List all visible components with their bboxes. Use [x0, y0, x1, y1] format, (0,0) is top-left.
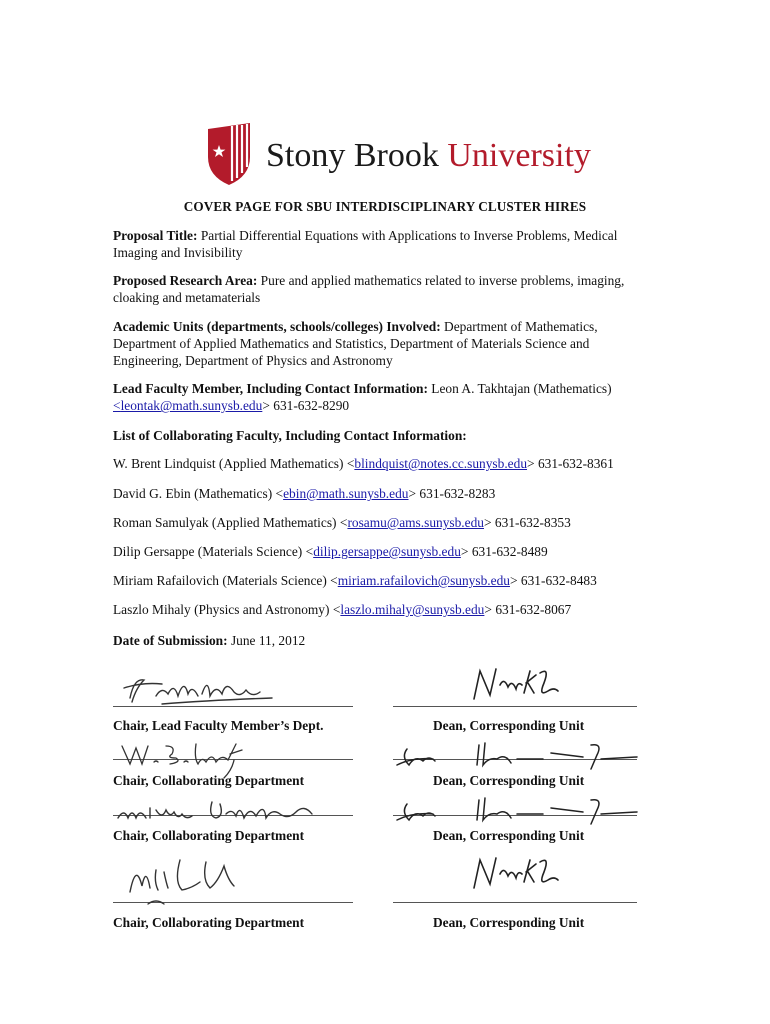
collaborator-phone: 631-632-8361 — [537, 456, 614, 471]
collaborator-name: W. Brent Lindquist (Applied Mathematics) — [113, 456, 344, 471]
lead-faculty-label: Lead Faculty Member, Including Contact Information: — [113, 381, 428, 396]
handwritten-signature — [122, 668, 282, 708]
research-area-value: Pure and applied mathematics related to inverse problems, imaging, cloaking and metamaterials — [113, 273, 625, 306]
signature-line — [393, 902, 637, 903]
collaborator-phone: 631-632-8283 — [419, 486, 496, 501]
collaborator-row: Roman Samulyak (Applied Mathematics) <rosamu@ams.sunysb.edu> 631-632-8353 — [113, 515, 571, 530]
collaborator-row: Miriam Rafailovich (Materials Science) <miriam.rafailovich@sunysb.edu> 631-632-8483 — [113, 573, 597, 588]
collaborator-row: Laszlo Mihaly (Physics and Astronomy) <laszlo.mihaly@sunysb.edu> 631-632-8067 — [113, 602, 572, 617]
handwritten-signature — [116, 794, 316, 828]
right-caption-2: Dean, Corresponding Unit — [433, 773, 585, 788]
submission-date — [113, 632, 661, 649]
collaborator-phone: 631-632-8067 — [495, 602, 572, 617]
collaborator-email-link[interactable]: miriam.rafailovich@sunysb.edu — [337, 573, 510, 588]
collaborator-email-link[interactable]: blindquist@notes.cc.sunysb.edu — [354, 456, 528, 471]
collaborator-phone: 631-632-8483 — [520, 573, 597, 588]
handwritten-signature — [393, 735, 638, 780]
collaborator-email-link[interactable]: rosamu@ams.sunysb.edu — [347, 515, 484, 530]
collaborator-phone: 631-632-8353 — [494, 515, 571, 530]
page-title: COVER PAGE FOR SBU INTERDISCIPLINARY CLUSTER HIRES — [183, 199, 587, 214]
handwritten-signature — [470, 663, 560, 705]
research-area-label: Proposed Research Area: — [113, 273, 258, 288]
proposal-title — [113, 227, 661, 261]
collaborator-row: David G. Ebin (Mathematics) <ebin@math.sunysb.edu> 631-632-8283 — [113, 486, 496, 501]
left-caption-4: Chair, Collaborating Department — [113, 915, 305, 930]
handwritten-signature — [470, 852, 560, 894]
shield-icon — [208, 123, 250, 185]
university-logo — [206, 121, 591, 187]
submission-label: Date of Submission: — [113, 633, 228, 648]
lead-faculty — [113, 380, 661, 414]
left-caption-2: Chair, Collaborating Department — [113, 773, 305, 788]
collaborator-name: Roman Samulyak (Applied Mathematics) — [113, 515, 337, 530]
submission-value: June 11, 2012 — [230, 633, 306, 648]
academic-units — [113, 318, 661, 370]
collaborator-phone: 631-632-8489 — [471, 544, 548, 559]
right-caption-1: Dean, Corresponding Unit — [433, 718, 585, 733]
right-caption-3: Dean, Corresponding Unit — [433, 828, 585, 843]
lead-faculty-value: Leon A. Takhtajan (Mathematics) — [431, 381, 612, 396]
right-caption-4: Dean, Corresponding Unit — [433, 915, 585, 930]
academic-units-value: Department of Mathematics, Department of Applied Mathematics and Statistics, Department of Materials Science and Engineering, Department of Physics and Astronomy — [113, 319, 598, 369]
collaborator-name: Dilip Gersappe (Materials Science) — [113, 544, 303, 559]
svg-text:Stony Brook University — [266, 137, 591, 174]
logo-text-main: Stony Brook — [266, 137, 439, 174]
collaborators-heading: List of Collaborating Faculty, Including Contact Information: — [113, 428, 467, 443]
collaborator-name: David G. Ebin (Mathematics) — [113, 486, 273, 501]
proposal-title-value: Partial Differential Equations with Applications to Inverse Problems, Medical Imaging and Invisibility — [113, 228, 618, 261]
collaborator-name: Miriam Rafailovich (Materials Science) — [113, 573, 327, 588]
handwritten-signature — [120, 852, 250, 904]
collaborator-row: W. Brent Lindquist (Applied Mathematics) <blindquist@notes.cc.sunysb.edu> 631-632-8361 — [113, 456, 614, 471]
lead-faculty-phone: 631-632-8290 — [273, 398, 350, 414]
left-caption-3: Chair, Collaborating Department — [113, 828, 305, 843]
collaborator-name: Laszlo Mihaly (Physics and Astronomy) — [113, 602, 330, 617]
logo-text-accent: University — [447, 137, 591, 174]
signature-line — [393, 706, 637, 707]
left-caption-1: Chair, Lead Faculty Member’s Dept. — [113, 718, 324, 733]
collaborator-email-link[interactable]: laszlo.mihaly@sunysb.edu — [340, 602, 485, 617]
collaborator-email-link[interactable]: ebin@math.sunysb.edu — [283, 486, 409, 501]
handwritten-signature — [393, 790, 638, 835]
proposal-title-label: Proposal Title: — [113, 228, 198, 243]
collaborator-row: Dilip Gersappe (Materials Science) <dilip.gersappe@sunysb.edu> 631-632-8489 — [113, 544, 548, 559]
lead-faculty-email-link[interactable]: <leontak@math.sunysb.edu — [113, 398, 263, 414]
lead-faculty-contact: <leontak@math.sunysb.edu> 631-632-8290 — [113, 398, 350, 414]
collaborator-email-link[interactable]: dilip.gersappe@sunysb.edu — [313, 544, 461, 559]
handwritten-signature — [118, 738, 268, 783]
research-area — [113, 272, 661, 306]
academic-units-label: Academic Units (departments, schools/colleges) Involved: — [113, 319, 441, 334]
